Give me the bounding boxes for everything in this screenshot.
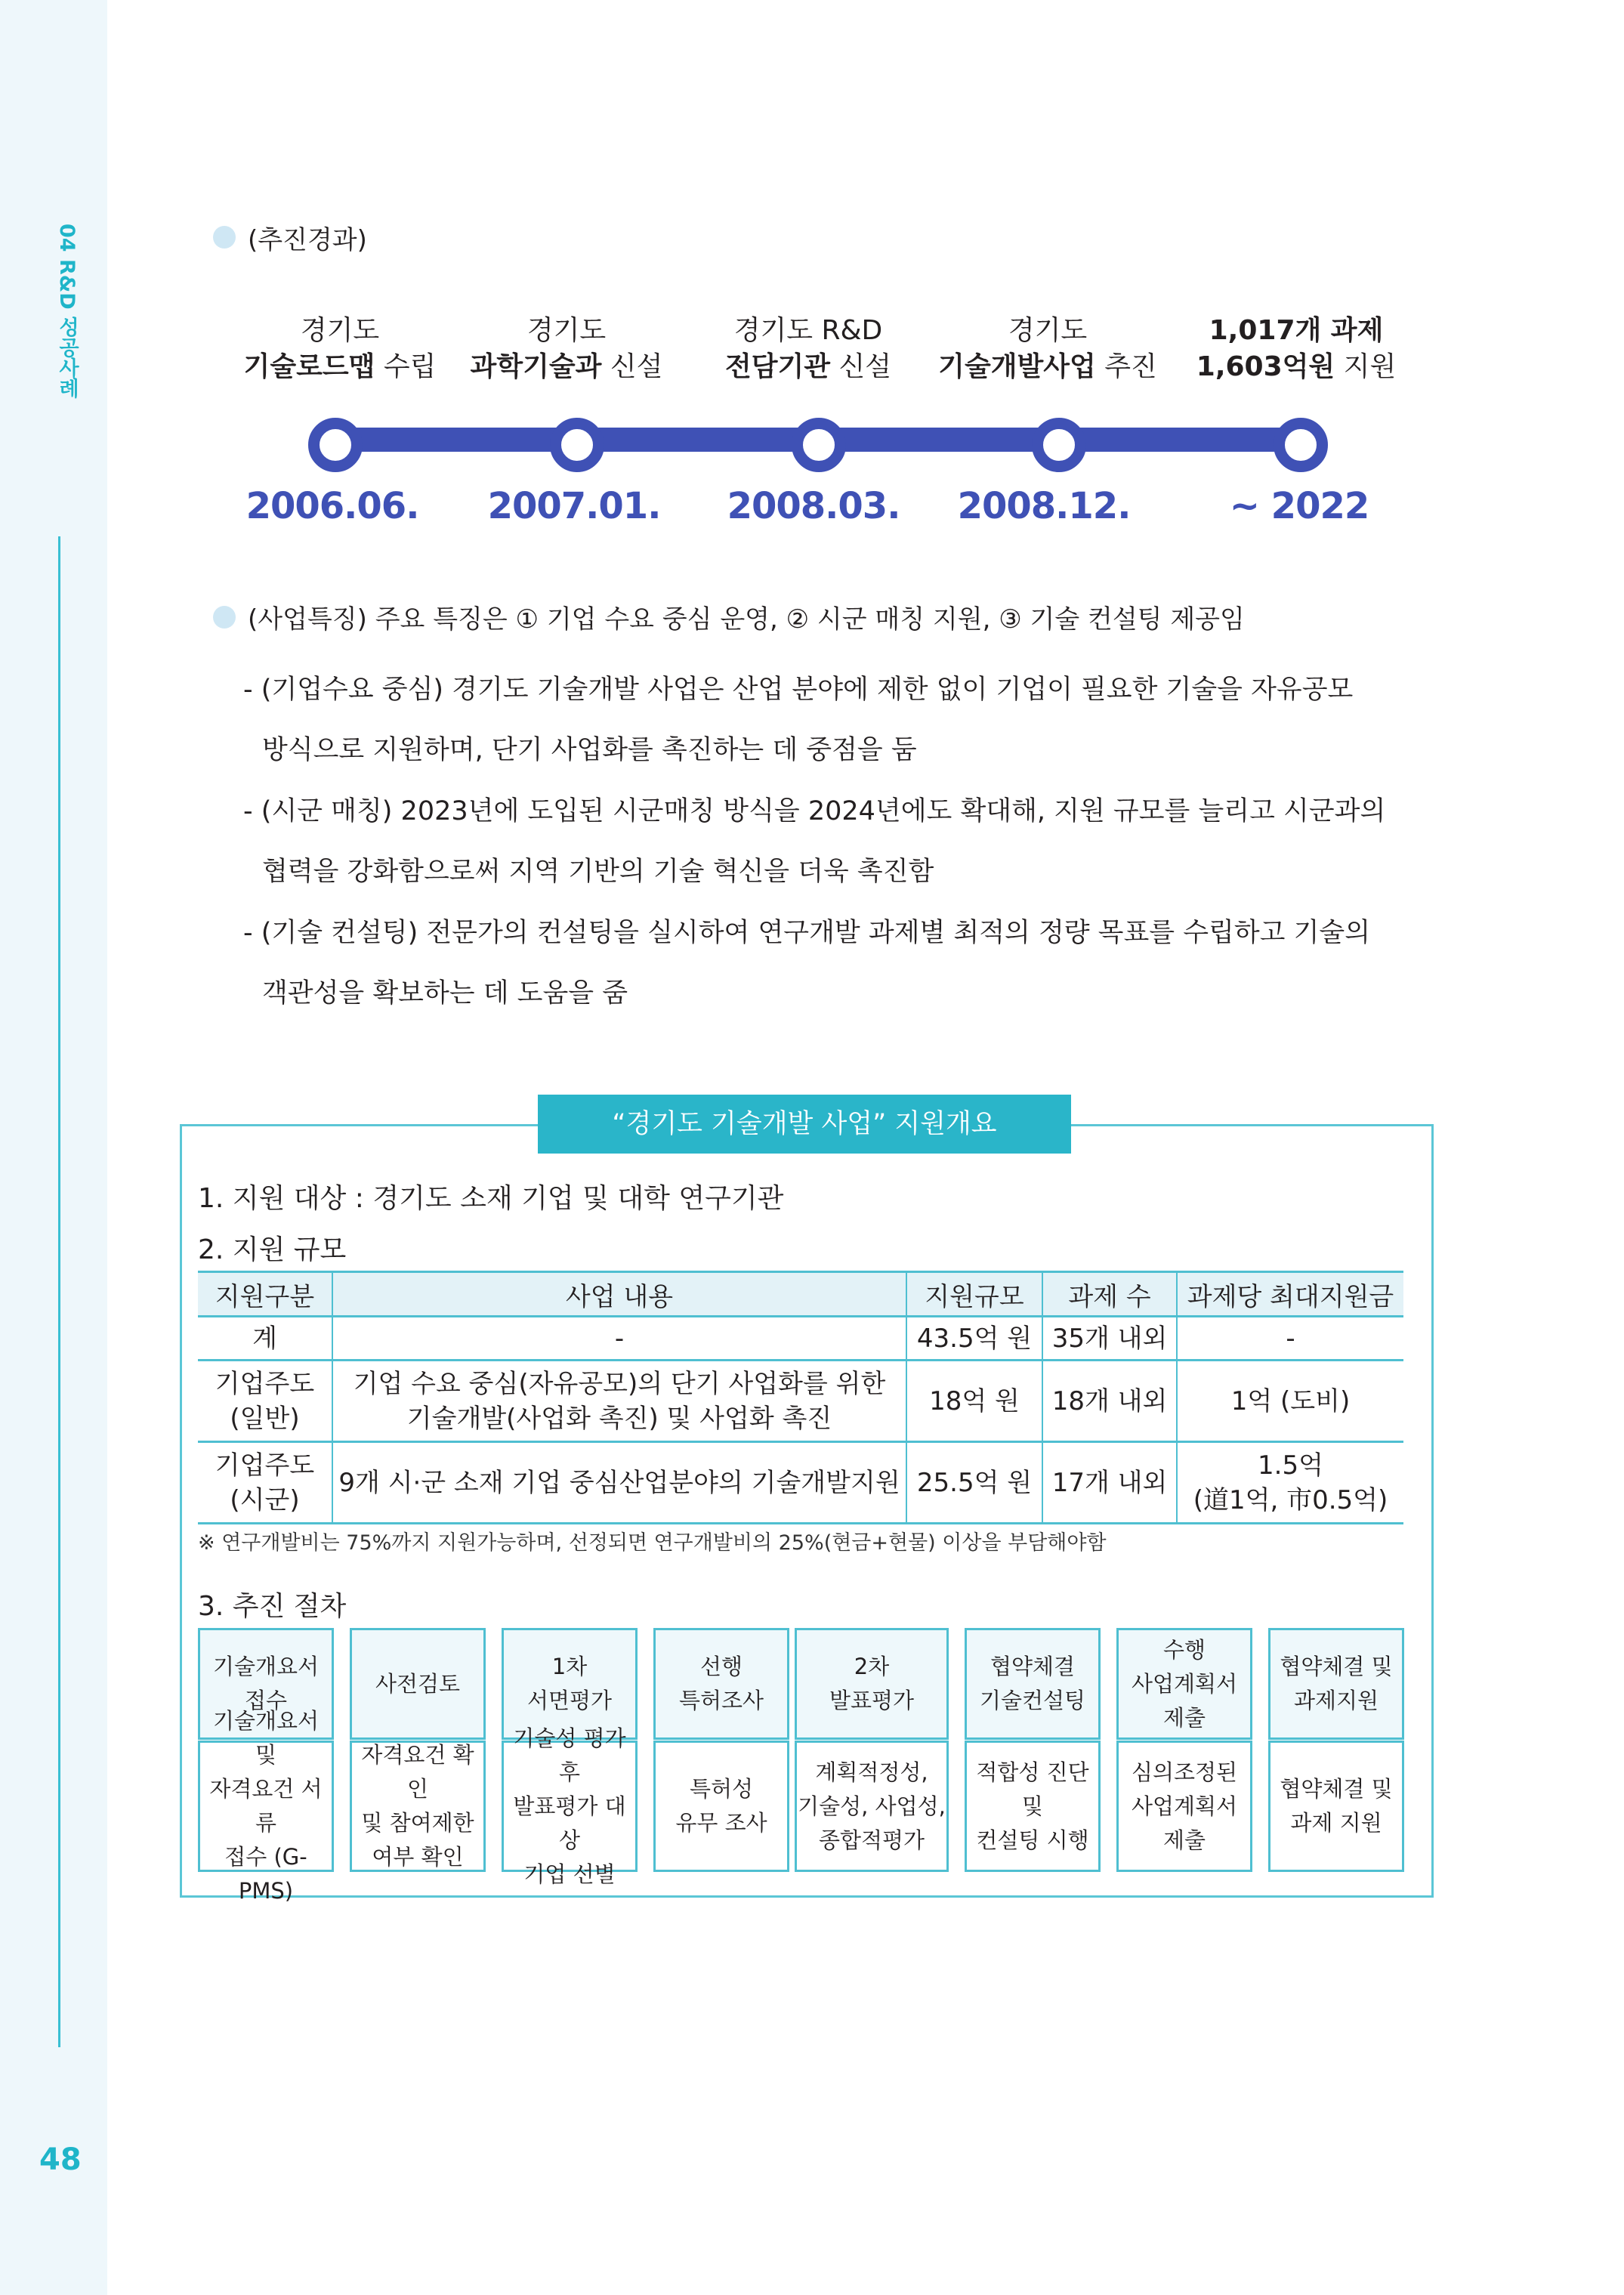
process-step-title: [965, 1628, 1101, 1740]
milestone-label: [446, 313, 687, 385]
table-cell: 35개 내외: [1042, 1317, 1177, 1361]
step-title-text: 수행 사업계획서 제출: [1131, 1636, 1238, 1731]
step-title-text: 협약체결 기술컨설팅: [979, 1654, 1086, 1713]
feature-item: [243, 659, 1353, 780]
table-cell: 기업 수요 중심(자유공모)의 단기 사업화를 위한 기술개발(사업화 촉진) 및 사업화 촉진: [332, 1361, 906, 1442]
step-desc-text: 기술개요서 및 자격요건 서류 접수 (G-PMS): [209, 1708, 323, 1904]
process-step-title: [1268, 1628, 1404, 1740]
milestone-emphasis: 1,603억원: [1196, 351, 1335, 382]
step-desc-text: 기술성 평가 후 발표평가 대상 기업 선별: [513, 1725, 626, 1887]
rail-divider: [58, 536, 60, 2047]
feature-line: - (기술 컨설팅) 전문가의 컨설팅을 실시하여 연구개발 과제별 최적의 정량 목표를 수립하고 기술의: [243, 918, 1371, 948]
milestone-rest: 신설: [830, 351, 892, 382]
process-heading: 3. 추진 절차: [198, 1591, 347, 1622]
page-number: 48: [39, 2142, 82, 2177]
feature-line: 방식으로 지원하며, 단기 사업화를 촉진하는 데 중점을 둠: [262, 735, 917, 765]
step-desc-text: 계획적정성, 기술성, 사업성, 종합적평가: [798, 1759, 946, 1853]
milestone-label: [687, 313, 929, 385]
table-header: 지원규모: [906, 1272, 1042, 1317]
scale-heading: 2. 지원 규모: [198, 1234, 347, 1265]
feature-line: - (기업수요 중심) 경기도 기술개발 사업은 산업 분야에 제한 없이 기업이 필요한 기술을 자유공모: [243, 675, 1354, 705]
step-title-text: 선행 특허조사: [678, 1654, 764, 1713]
overview-title: “경기도 기술개발 사업” 지원개요: [538, 1095, 1071, 1154]
milestone-line1: 경기도: [1008, 315, 1088, 346]
timeline-node: [1032, 418, 1086, 472]
chapter-label: 04 R&D 성공사례: [55, 224, 79, 399]
feature-item: [243, 903, 1370, 1024]
table-cell: 18개 내외: [1042, 1361, 1177, 1442]
table-row: [198, 1442, 1403, 1524]
milestone-rest: 수립: [375, 351, 437, 382]
step-title-text: 사전검토: [375, 1670, 461, 1697]
process-step-desc: [795, 1741, 949, 1872]
process-step-desc: [1268, 1741, 1404, 1872]
table-cell: 1억 (도비): [1177, 1361, 1403, 1442]
process-step-title: [1116, 1628, 1252, 1740]
milestone-line1: 경기도 R&D: [733, 315, 883, 346]
feature-line: 협력을 강화함으로써 지역 기반의 기술 혁신을 더욱 촉진함: [262, 857, 934, 887]
milestone-label: [1175, 313, 1417, 385]
step-desc-text: 특허성 유무 조사: [675, 1776, 767, 1836]
table-header: 지원구분: [198, 1272, 332, 1317]
milestone-date: ~ 2022: [1229, 485, 1369, 527]
milestone-date: 2008.03.: [727, 485, 900, 527]
process-step-desc: [965, 1741, 1101, 1872]
feature-item: [243, 781, 1385, 902]
milestone-rest: 신설: [601, 351, 663, 382]
timeline-node: [1274, 418, 1328, 472]
step-desc-text: 심의조정된 사업계획서 제출: [1131, 1759, 1238, 1853]
milestone-label: [919, 313, 1176, 385]
feature-line: - (시군 매칭) 2023년에 도입된 시군매칭 방식을 2024년에도 확대해, 지원 규모를 늘리고 시군과의: [243, 796, 1386, 826]
process-step-desc: [502, 1725, 638, 1887]
table-cell: 기업주도 (일반): [198, 1361, 332, 1442]
milestone-date: 2008.12.: [957, 485, 1131, 527]
milestone-line1: 경기도: [300, 315, 380, 346]
table-cell: 기업주도 (시군): [198, 1442, 332, 1524]
step-title-text: 협약체결 및 과제지원: [1280, 1654, 1393, 1713]
milestone-rest: 지원: [1335, 351, 1397, 382]
table-header: 사업 내용: [332, 1272, 906, 1317]
bullet-dot-icon: [213, 606, 236, 629]
table-header: 과제당 최대지원금: [1177, 1272, 1403, 1317]
funding-note: ※ 연구개발비는 75%까지 지원가능하며, 선정되면 연구개발비의 25%(현금+현물) 이상을 부담해야함: [198, 1531, 1107, 1555]
table-cell: 1.5억 (道1억, 市0.5억): [1177, 1442, 1403, 1524]
milestone-emphasis: 기술로드맵: [243, 351, 375, 382]
table-cell: 17개 내외: [1042, 1442, 1177, 1524]
timeline-node: [792, 418, 846, 472]
table-cell: -: [1177, 1317, 1403, 1361]
target-text: 1. 지원 대상 : 경기도 소재 기업 및 대학 연구기관: [198, 1183, 784, 1214]
table-header-row: [198, 1272, 1403, 1317]
step-desc-text: 자격요건 확인 및 참여제한 여부 확인: [361, 1742, 474, 1870]
table-cell: 9개 시·군 소재 기업 중심산업분야의 기술개발지원: [332, 1442, 906, 1524]
process-step-title: [795, 1628, 949, 1740]
progress-heading: (추진경과): [248, 225, 367, 255]
milestone-emphasis: 과학기술과: [470, 351, 602, 382]
table-cell: 25.5억 원: [906, 1442, 1042, 1524]
milestone-rest: 추진: [1095, 351, 1157, 382]
table-cell: 18억 원: [906, 1361, 1042, 1442]
milestone-emphasis: 전담기관: [724, 351, 831, 382]
step-title-text: 기술개요서 접수: [212, 1654, 320, 1713]
milestone-date: 2007.01.: [487, 485, 661, 527]
table-cell: 43.5억 원: [906, 1317, 1042, 1361]
step-title-text: 2차 발표평가: [829, 1654, 915, 1713]
bullet-dot-icon: [213, 226, 236, 249]
process-step-title: [350, 1628, 486, 1740]
feature-line: 객관성을 확보하는 데 도움을 줌: [262, 978, 628, 1009]
timeline-node: [308, 418, 363, 472]
milestone-date: 2006.06.: [245, 485, 419, 527]
process-step-desc: [653, 1741, 789, 1872]
milestone-emphasis: 기술개발사업: [938, 351, 1096, 382]
process-step-title: [653, 1628, 789, 1740]
support-table: [198, 1271, 1403, 1524]
step-desc-text: 적합성 진단 및 컨설팅 시행: [976, 1759, 1089, 1853]
timeline-node: [550, 418, 604, 472]
milestone-line1: 경기도: [526, 315, 607, 346]
process-step-desc: [350, 1741, 486, 1872]
process-step-desc: [198, 1708, 334, 1904]
step-desc-text: 협약체결 및 과제 지원: [1280, 1776, 1393, 1836]
table-cell: -: [332, 1317, 906, 1361]
milestone-label: [219, 313, 461, 385]
step-title-text: 1차 서면평가: [526, 1654, 613, 1713]
table-cell: 계: [198, 1317, 332, 1361]
table-row: [198, 1361, 1403, 1442]
process-step-desc: [1116, 1741, 1252, 1872]
features-heading: (사업특징) 주요 특징은 ① 기업 수요 중심 운영, ② 시군 매칭 지원, ③ 기술 컨설팅 제공임: [248, 604, 1245, 635]
table-row: [198, 1317, 1403, 1361]
milestone-line1: 1,017개 과제: [1209, 315, 1384, 346]
table-header: 과제 수: [1042, 1272, 1177, 1317]
